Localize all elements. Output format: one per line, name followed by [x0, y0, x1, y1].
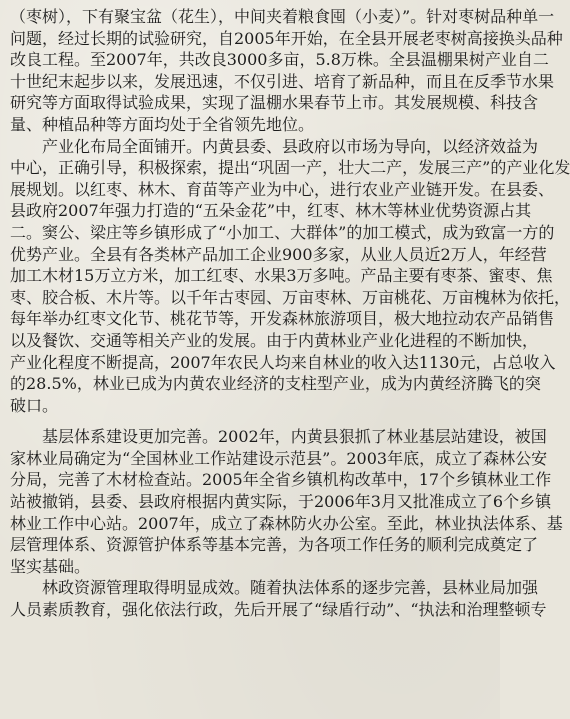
text-line: 站被撤销，县委、县政府根据内黄实际，于2006年3月又批准成立了6个乡镇 — [10, 492, 552, 512]
paragraph-4 — [10, 577, 547, 620]
text-line: 分局，完善了木材检查站。2005年全省乡镇机构改革中，17个乡镇林业工作 — [10, 470, 552, 490]
text-line: 改良工程。至2007年，共改良3000多亩，5.8万株。全县温棚果树产业自二 — [10, 50, 549, 70]
text-line: 林政资源管理取得明显成效。随着执法体系的逐步完善，县林业局加强 — [42, 578, 539, 598]
paragraph-1 — [10, 6, 563, 136]
text-line: 问题，经过长期的试验研究，自2005年开始，在全县开展老枣树高接换头品种 — [10, 28, 563, 48]
text-line: 坚实基础。 — [10, 556, 91, 576]
text-line: 破口。 — [10, 395, 59, 415]
text-line: 基层体系建设更加完善。2002年，内黄县狠抓了林业基层站建设，被国 — [42, 427, 547, 447]
text-line: 量、种植品种等方面均处于全省领先地位。 — [10, 114, 315, 134]
text-line: 层管理体系、资源管护体系等基本完善，为各项工作任务的顺利完成奠定了 — [10, 535, 539, 555]
paragraph-3 — [10, 426, 563, 577]
text-line: 以及餐饮、交通等相关产业的发展。由于内黄林业产业化进程的不断加快， — [10, 330, 539, 350]
text-line: 展规划。以红枣、林木、育苗等产业为中心，进行农业产业链开发。在县委、 — [10, 179, 555, 199]
text-line: 的28.5%，林业已成为内黄农业经济的支柱型产业，成为内黄经济腾飞的突 — [10, 374, 541, 394]
text-line: 加工木材15万立方米，加工红枣、水果3万多吨。产品主要有枣茶、蜜枣、焦 — [10, 266, 553, 286]
text-line: 中心，正确引导，积极探索，提出“巩固一产，壮大二产，发展三产”的产业化发 — [10, 158, 570, 178]
text-line: 家林业局确定为“全国林业工作站建设示范县”。2003年底，成立了森林公安 — [10, 448, 548, 468]
text-line: 县政府2007年强力打造的“五朵金花”中，红枣、林木等林业优势资源占其 — [10, 201, 532, 221]
text-line: 林业工作中心站。2007年，成立了森林防火办公室。至此，林业执法体系、基 — [10, 513, 563, 533]
text-line: 枣、胶合板、木片等。以千年古枣园、万亩枣林、万亩桃花、万亩槐林为依托， — [10, 287, 570, 307]
text-line: 每年举办红枣文化节、桃花节等，开发森林旅游项目，极大地拉动农产品销售 — [10, 309, 555, 329]
text-line: 产业化布局全面铺开。内黄县委、县政府以市场为导向，以经济效益为 — [42, 136, 539, 156]
paragraph-2 — [10, 136, 570, 417]
text-line: 研究等方面取得试验成果，实现了温棚水果春节上市。其发展规模、科技含 — [10, 93, 539, 113]
paragraph-gap — [10, 416, 490, 426]
text-line: （枣树），下有聚宝盆（花生），中间夹着粮食囤（小麦）”。针对枣树品种单一 — [10, 7, 555, 26]
text-line: 产业化程度不断提高，2007年农民人均来自林业的收入达1130元，占总收入 — [10, 352, 556, 372]
text-line: 十世纪末起步以来，发展迅速，不仅引进、培育了新品种，而且在反季节水果 — [10, 71, 555, 91]
text-line: 二。窦公、梁庄等乡镇形成了“小加工、大群体”的加工模式，成为致富一方的 — [10, 222, 555, 242]
text-line: 优势产业。全县有各类林产品加工企业900多家，从业人员近2万人，年经营 — [10, 244, 547, 264]
text-line: 人员素质教育，强化依法行政，先后开展了“绿盾行动”、“执法和治理整顿专 — [10, 600, 547, 620]
